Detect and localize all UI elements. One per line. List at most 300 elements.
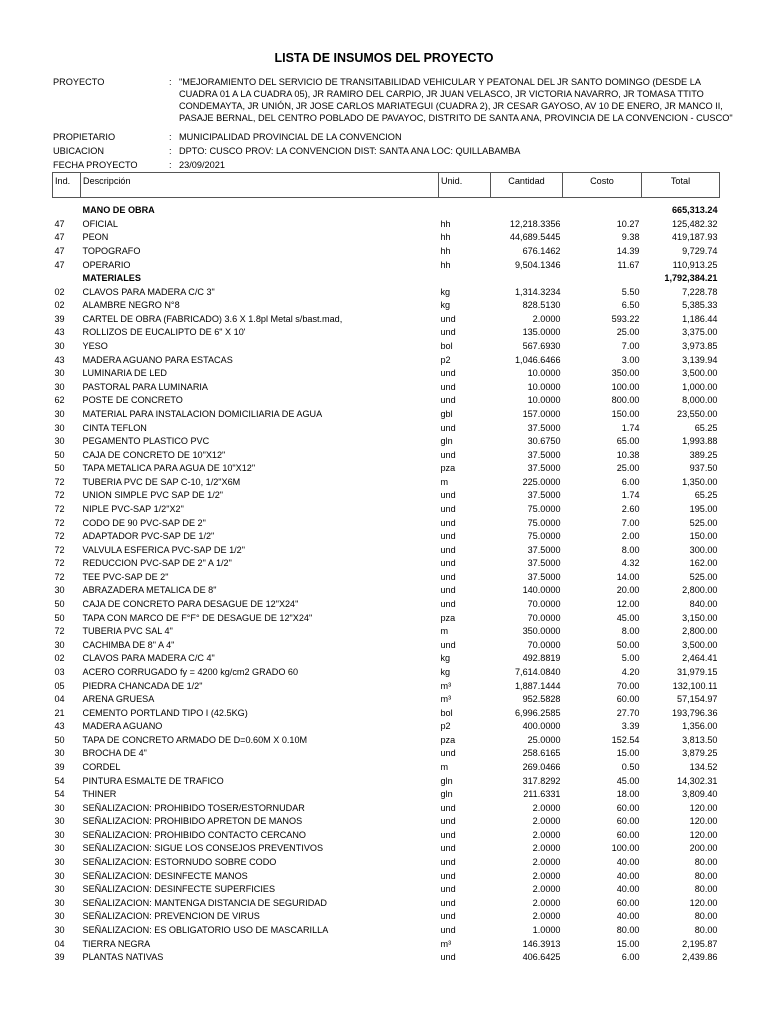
cell-ind: 30 xyxy=(54,897,65,908)
cell-ind: 50 xyxy=(54,734,65,745)
cell-unid: und xyxy=(440,381,456,392)
cell-total: 3,973.85 xyxy=(682,341,718,352)
cell-total: 5,385.33 xyxy=(682,300,718,311)
cell-descripcion: CODO DE 90 PVC-SAP DE 2" xyxy=(82,517,206,528)
cell-descripcion: ABRAZADERA METALICA DE 8" xyxy=(82,585,217,596)
header-ind: Ind. xyxy=(53,173,81,198)
cell-costo: 15.00 xyxy=(616,748,640,759)
cell-cantidad: 2.0000 xyxy=(532,313,561,324)
cell-ind: 30 xyxy=(54,422,65,433)
cell-descripcion: PINTURA ESMALTE DE TRAFICO xyxy=(82,775,224,786)
cell-ind: 39 xyxy=(54,761,65,772)
cell-cantidad: 157.0000 xyxy=(522,408,561,419)
cell-total: 80.00 xyxy=(694,924,718,935)
table-row xyxy=(53,557,720,571)
cell-total: 3,879.25 xyxy=(682,748,718,759)
cell-total: 65.25 xyxy=(694,422,718,433)
table-row xyxy=(53,476,720,490)
cell-unid: hh xyxy=(440,259,451,270)
cell-cantidad: 10.0000 xyxy=(527,368,561,379)
cell-ind: 47 xyxy=(54,232,65,243)
cell-ind: 43 xyxy=(54,721,65,732)
table-row xyxy=(53,896,720,910)
table-row xyxy=(53,747,720,761)
cell-costo: 45.00 xyxy=(616,612,640,623)
table-row xyxy=(53,258,720,272)
cell-ind: 30 xyxy=(54,341,65,352)
table-row xyxy=(53,326,720,340)
cell-ind: 72 xyxy=(54,626,65,637)
cell-unid: und xyxy=(440,884,456,895)
cell-ind: 02 xyxy=(54,286,65,297)
cell-total: 7,228.78 xyxy=(682,286,718,297)
group-name: MANO DE OBRA xyxy=(82,205,155,216)
cell-total: 125,482.32 xyxy=(671,218,718,229)
cell-descripcion: ARENA GRUESA xyxy=(82,694,155,705)
cell-total: 120.00 xyxy=(689,897,718,908)
cell-costo: 2.60 xyxy=(621,504,640,514)
cell-cantidad: 2.0000 xyxy=(532,816,561,827)
cell-ind: 05 xyxy=(54,680,65,691)
cell-descripcion: ACERO CORRUGADO fy = 4200 kg/cm2 GRADO 60 xyxy=(82,666,299,677)
cell-unid: und xyxy=(440,395,456,406)
cell-total: 300.00 xyxy=(689,544,718,555)
cell-unid: pza xyxy=(440,463,456,474)
cell-ind: 30 xyxy=(54,843,65,854)
cell-unid: und xyxy=(440,870,456,881)
cell-ind: 50 xyxy=(54,463,65,474)
group-name: MATERIALES xyxy=(82,273,141,284)
cell-unid: und xyxy=(440,368,456,379)
table-row xyxy=(53,788,720,802)
cell-costo: 25.00 xyxy=(616,463,640,474)
cell-cantidad: 146.3913 xyxy=(522,938,561,949)
cell-cantidad: 10.0000 xyxy=(527,395,561,406)
cell-cantidad: 70.0000 xyxy=(527,599,561,610)
cell-descripcion: SEÑALIZACION: PROHIBIDO APRETON DE MANOS xyxy=(82,816,303,827)
meta-colon: : xyxy=(169,160,172,170)
cell-unid: und xyxy=(440,829,456,840)
cell-descripcion: TUBERIA PVC DE SAP C-10, 1/2"X6M xyxy=(82,476,241,487)
cell-unid: m³ xyxy=(440,694,452,705)
table-row xyxy=(53,489,720,503)
cell-cantidad: 1,046.6466 xyxy=(514,354,561,365)
cell-costo: 350.00 xyxy=(611,368,640,379)
cell-total: 23,550.00 xyxy=(677,408,718,419)
cell-unid: und xyxy=(440,802,456,813)
cell-costo: 10.27 xyxy=(616,218,640,229)
cell-unid: p2 xyxy=(440,354,451,365)
table-row xyxy=(53,924,720,938)
cell-ind: 30 xyxy=(54,748,65,759)
cell-cantidad: 2.0000 xyxy=(532,843,561,854)
cell-ind: 43 xyxy=(54,354,65,365)
table-row xyxy=(53,543,720,557)
cell-costo: 70.00 xyxy=(616,680,640,691)
cell-descripcion: PEGAMENTO PLASTICO PVC xyxy=(82,436,210,447)
cell-total: 80.00 xyxy=(694,870,718,881)
cell-total: 2,464.41 xyxy=(682,653,718,664)
cell-costo: 7.00 xyxy=(621,517,640,528)
cell-costo: 3.00 xyxy=(621,354,640,365)
cell-unid: m³ xyxy=(440,938,452,949)
cell-costo: 4.20 xyxy=(621,666,640,677)
cell-ind: 02 xyxy=(54,653,65,664)
group-row xyxy=(53,204,720,218)
cell-unid: gln xyxy=(440,436,453,447)
cell-costo: 100.00 xyxy=(611,843,640,854)
cell-cantidad: 37.5000 xyxy=(527,449,561,460)
cell-unid: und xyxy=(440,924,456,935)
table-row xyxy=(53,231,720,245)
cell-descripcion: CAJA DE CONCRETO DE 10"X12" xyxy=(82,449,226,460)
meta-ubicacion-value: DPTO: CUSCO PROV: LA CONVENCION DIST: SANTA ANA LOC: QUILLABAMBA xyxy=(179,146,521,156)
cell-total: 80.00 xyxy=(694,884,718,895)
cell-descripcion: ALAMBRE NEGRO N°8 xyxy=(82,300,180,311)
table-row xyxy=(53,951,720,965)
cell-descripcion: SEÑALIZACION: ES OBLIGATORIO USO DE MASCARILLA xyxy=(82,924,329,935)
cell-cantidad: 1,314.3234 xyxy=(514,286,561,297)
cell-unid: hh xyxy=(440,232,451,243)
cell-cantidad: 2.0000 xyxy=(532,911,561,922)
cell-ind: 21 xyxy=(54,707,65,718)
cell-ind: 30 xyxy=(54,436,65,447)
cell-descripcion: PASTORAL PARA LUMINARIA xyxy=(82,381,208,392)
cell-total: 132,100.11 xyxy=(672,680,718,691)
cell-descripcion: TUBERIA PVC SAL 4" xyxy=(82,626,173,637)
cell-ind: 72 xyxy=(54,571,65,582)
cell-total: 120.00 xyxy=(689,802,718,813)
cell-ind: 54 xyxy=(54,775,65,786)
cell-ind: 30 xyxy=(54,381,65,392)
cell-descripcion: TAPA DE CONCRETO ARMADO DE D=0.60M X 0.10M xyxy=(82,734,308,745)
cell-ind: 04 xyxy=(54,694,65,705)
cell-costo: 60.00 xyxy=(616,694,640,705)
cell-descripcion: LUMINARIA DE LED xyxy=(82,368,167,379)
cell-descripcion: SEÑALIZACION: PREVENCION DE VIRUS xyxy=(82,911,260,922)
table-row xyxy=(53,353,720,367)
cell-costo: 40.00 xyxy=(616,911,640,922)
cell-unid: und xyxy=(440,599,456,610)
header-costo: Costo xyxy=(563,173,642,198)
cell-descripcion: BROCHA DE 4" xyxy=(82,748,147,759)
cell-unid: m xyxy=(440,626,449,637)
cell-costo: 14.39 xyxy=(616,246,640,257)
cell-cantidad: 9,504.1346 xyxy=(514,259,561,270)
table-row xyxy=(53,611,720,625)
cell-costo: 6.00 xyxy=(621,476,640,487)
cell-total: 65.25 xyxy=(694,490,718,501)
table-row xyxy=(53,720,720,734)
cell-cantidad: 10.0000 xyxy=(527,381,561,392)
cell-unid: kg xyxy=(440,666,451,677)
cell-ind: 30 xyxy=(54,911,65,922)
cell-unid: gln xyxy=(440,775,453,786)
cell-ind: 30 xyxy=(54,924,65,935)
table-row xyxy=(53,530,720,544)
cell-total: 3,500.00 xyxy=(682,368,718,379)
cell-total: 195.00 xyxy=(689,504,718,514)
cell-total: 200.00 xyxy=(689,843,718,854)
cell-ind: 39 xyxy=(54,952,65,963)
cell-unid: und xyxy=(440,449,456,460)
cell-unid: und xyxy=(440,531,456,542)
cell-descripcion: TIERRA NEGRA xyxy=(82,938,151,949)
cell-unid: und xyxy=(440,857,456,868)
cell-cantidad: 44,689.5445 xyxy=(509,232,561,243)
cell-total: 2,800.00 xyxy=(682,626,718,637)
cell-total: 150.00 xyxy=(689,531,718,542)
meta-fecha-value: 23/09/2021 xyxy=(179,160,225,170)
table-row xyxy=(53,408,720,422)
cell-total: 31,979.15 xyxy=(677,666,718,677)
cell-ind: 72 xyxy=(54,544,65,555)
cell-costo: 40.00 xyxy=(616,884,640,895)
header-unid: Unid. xyxy=(439,173,491,198)
table-row xyxy=(53,842,720,856)
cell-cantidad: 2.0000 xyxy=(532,802,561,813)
table-row xyxy=(53,883,720,897)
cell-descripcion: CAJA DE CONCRETO PARA DESAGUE DE 12"X24" xyxy=(82,599,299,610)
cell-costo: 15.00 xyxy=(616,938,640,949)
meta-ubicacion-label: UBICACION xyxy=(53,146,105,156)
cell-descripcion: TEE PVC-SAP DE 2" xyxy=(82,571,169,582)
cell-descripcion: MADERA AGUANO PARA ESTACAS xyxy=(82,354,233,365)
cell-costo: 6.50 xyxy=(621,300,640,311)
cell-costo: 593.22 xyxy=(611,313,640,324)
cell-cantidad: 37.5000 xyxy=(527,558,561,569)
cell-ind: 30 xyxy=(54,585,65,596)
cell-descripcion: UNION SIMPLE PVC SAP DE 1/2" xyxy=(82,490,224,501)
cell-cantidad: 37.5000 xyxy=(527,544,561,555)
cell-unid: bol xyxy=(440,341,453,352)
cell-total: 840.00 xyxy=(689,599,718,610)
cell-total: 80.00 xyxy=(694,857,718,868)
cell-total: 525.00 xyxy=(689,571,718,582)
cell-unid: und xyxy=(440,843,456,854)
cell-costo: 150.00 xyxy=(611,408,640,419)
cell-descripcion: NIPLE PVC-SAP 1/2"X2" xyxy=(82,504,184,514)
table-row xyxy=(53,381,720,395)
cell-unid: und xyxy=(440,748,456,759)
cell-descripcion: CEMENTO PORTLAND TIPO I (42.5KG) xyxy=(82,707,248,718)
cell-unid: und xyxy=(440,517,456,528)
cell-cantidad: 269.0466 xyxy=(522,761,561,772)
cell-descripcion: OPERARIO xyxy=(82,259,131,270)
insumos-table xyxy=(52,172,720,964)
cell-cantidad: 258.6165 xyxy=(522,748,561,759)
cell-ind: 30 xyxy=(54,802,65,813)
table-row xyxy=(53,421,720,435)
cell-cantidad: 2.0000 xyxy=(532,870,561,881)
header-cantidad: Cantidad xyxy=(491,173,563,198)
cell-ind: 30 xyxy=(54,829,65,840)
table-row xyxy=(53,448,720,462)
cell-total: 80.00 xyxy=(694,911,718,922)
cell-unid: und xyxy=(440,422,456,433)
cell-ind: 72 xyxy=(54,558,65,569)
cell-unid: kg xyxy=(440,653,451,664)
cell-unid: und xyxy=(440,897,456,908)
table-body xyxy=(53,198,720,965)
table-row xyxy=(53,394,720,408)
cell-descripcion: SEÑALIZACION: MANTENGA DISTANCIA DE SEGURIDAD xyxy=(82,897,327,908)
cell-descripcion: CARTEL DE OBRA (FABRICADO) 3.6 X 1.8pl Metal s/bast.mad, xyxy=(82,313,343,324)
cell-costo: 14.00 xyxy=(616,571,640,582)
table-row xyxy=(53,584,720,598)
cell-costo: 60.00 xyxy=(616,829,640,840)
cell-cantidad: 2.0000 xyxy=(532,829,561,840)
cell-descripcion: CINTA TEFLON xyxy=(82,422,147,433)
cell-costo: 800.00 xyxy=(611,395,640,406)
table-row xyxy=(53,598,720,612)
table-row xyxy=(53,937,720,951)
table-row xyxy=(53,815,720,829)
cell-cantidad: 12,218.3356 xyxy=(509,218,561,229)
cell-cantidad: 2.0000 xyxy=(532,897,561,908)
cell-descripcion: SEÑALIZACION: DESINFECTE SUPERFICIES xyxy=(82,884,276,895)
cell-ind: 72 xyxy=(54,504,65,514)
table-row xyxy=(53,639,720,653)
cell-total: 3,500.00 xyxy=(682,639,718,650)
cell-costo: 80.00 xyxy=(616,924,640,935)
cell-ind: 47 xyxy=(54,246,65,257)
cell-total: 1,350.00 xyxy=(682,476,718,487)
cell-descripcion: TAPA METALICA PARA AGUA DE 10"X12" xyxy=(82,463,256,474)
cell-costo: 6.00 xyxy=(621,952,640,963)
cell-ind: 43 xyxy=(54,327,65,338)
meta-proyecto-label: PROYECTO xyxy=(53,77,105,87)
header-total: Total xyxy=(642,173,720,198)
table-row xyxy=(53,367,720,381)
cell-unid: m xyxy=(440,761,449,772)
cell-ind: 47 xyxy=(54,218,65,229)
cell-unid: m³ xyxy=(440,680,452,691)
cell-costo: 0.50 xyxy=(621,761,640,772)
page-title: LISTA DE INSUMOS DEL PROYECTO xyxy=(274,51,494,65)
group-row xyxy=(53,272,720,286)
group-ind-cell xyxy=(53,204,81,218)
table-row xyxy=(53,285,720,299)
cell-descripcion: CORDEL xyxy=(82,761,121,772)
cell-total: 525.00 xyxy=(689,517,718,528)
table-row xyxy=(53,801,720,815)
cell-cantidad: 828.5130 xyxy=(522,300,561,311)
cell-descripcion: MATERIAL PARA INSTALACION DOMICILIARIA DE AGUA xyxy=(82,408,323,419)
cell-descripcion: YESO xyxy=(82,341,108,352)
cell-costo: 4.32 xyxy=(621,558,640,569)
cell-total: 2,195.87 xyxy=(682,938,718,949)
cell-unid: und xyxy=(440,544,456,555)
cell-costo: 60.00 xyxy=(616,802,640,813)
cell-costo: 40.00 xyxy=(616,857,640,868)
cell-descripcion: POSTE DE CONCRETO xyxy=(82,395,183,406)
cell-total: 120.00 xyxy=(689,829,718,840)
cell-costo: 5.00 xyxy=(621,653,640,664)
cell-total: 8,000.00 xyxy=(682,395,718,406)
cell-ind: 03 xyxy=(54,666,65,677)
table-row xyxy=(53,734,720,748)
cell-costo: 27.70 xyxy=(616,707,640,718)
cell-ind: 30 xyxy=(54,857,65,868)
table-row xyxy=(53,340,720,354)
cell-costo: 45.00 xyxy=(616,775,640,786)
cell-total: 3,139.94 xyxy=(682,354,718,365)
cell-costo: 60.00 xyxy=(616,897,640,908)
table-row xyxy=(53,679,720,693)
cell-unid: gln xyxy=(440,789,453,800)
cell-unid: und xyxy=(440,911,456,922)
cell-total: 2,800.00 xyxy=(682,585,718,596)
cell-cantidad: 135.0000 xyxy=(522,327,561,338)
cell-total: 1,186.44 xyxy=(682,313,718,324)
cell-ind: 30 xyxy=(54,408,65,419)
meta-colon: : xyxy=(169,146,172,156)
cell-costo: 12.00 xyxy=(616,599,640,610)
cell-cantidad: 75.0000 xyxy=(527,504,561,514)
cell-cantidad: 70.0000 xyxy=(527,612,561,623)
group-ind-cell xyxy=(53,272,81,286)
table-row xyxy=(53,652,720,666)
cell-descripcion: ROLLIZOS DE EUCALIPTO DE 6" X 10' xyxy=(82,327,246,338)
cell-total: 3,150.00 xyxy=(682,612,718,623)
meta-fecha-label: FECHA PROYECTO xyxy=(53,160,138,170)
table-header-row xyxy=(53,173,720,198)
cell-cantidad: 25.0000 xyxy=(527,734,561,745)
table-row xyxy=(53,856,720,870)
cell-costo: 8.00 xyxy=(621,544,640,555)
cell-ind: 50 xyxy=(54,612,65,623)
cell-ind: 50 xyxy=(54,449,65,460)
cell-cantidad: 1.0000 xyxy=(532,924,561,935)
table-row xyxy=(53,761,720,775)
cell-descripcion: PIEDRA CHANCADA DE 1/2" xyxy=(82,680,203,691)
meta-colon: : xyxy=(169,77,172,87)
cell-ind: 39 xyxy=(54,313,65,324)
cell-total: 110,913.25 xyxy=(672,259,718,270)
cell-cantidad: 6,996.2585 xyxy=(514,707,561,718)
cell-ind: 50 xyxy=(54,599,65,610)
table-row xyxy=(53,516,720,530)
cell-cantidad: 37.5000 xyxy=(527,490,561,501)
cell-cantidad: 37.5000 xyxy=(527,463,561,474)
cell-costo: 3.39 xyxy=(621,721,640,732)
cell-descripcion: SEÑALIZACION: PROHIBIDO CONTACTO CERCANO xyxy=(82,829,306,840)
cell-costo: 25.00 xyxy=(616,327,640,338)
cell-unid: gbl xyxy=(440,408,453,419)
cell-cantidad: 30.6750 xyxy=(527,436,561,447)
cell-total: 134.52 xyxy=(689,761,718,772)
cell-costo: 7.00 xyxy=(621,341,640,352)
table-row xyxy=(53,218,720,232)
meta-colon: : xyxy=(169,132,172,142)
cell-total: 3,813.50 xyxy=(682,734,718,745)
cell-cantidad: 567.6930 xyxy=(522,341,561,352)
cell-descripcion: REDUCCION PVC-SAP DE 2" A 1/2" xyxy=(82,558,232,569)
cell-ind: 30 xyxy=(54,368,65,379)
cell-cantidad: 70.0000 xyxy=(527,639,561,650)
cell-descripcion: MADERA AGUANO xyxy=(82,721,163,732)
table-row xyxy=(53,245,720,259)
meta-proyecto-value: "MEJORAMIENTO DEL SERVICIO DE TRANSITABILIDAD VEHICULAR Y PEATONAL DEL JR SANTO DOMINGO (DESDE LA CUADRA 01 A LA CUADRA 05), JR RAMIRO DEL CARPIO, JR JUAN VELASCO, JR VICTORIA NAVARRO, JR TOMASA TTITO CONDEMAYTA, JR UNIÓN, JR JOSE CARLOS MARIATEGUI (CUADRA 2), JR CESAR GAYOSO, AV 10 DE ENERO, JR MANCO II, PASAJE BERNAL, DEL CENTRO POBLADO DE PAVAYOC, DISTRITO DE SANTA ANA, PROVINCIA DE LA CONVENCION - CUSCO" xyxy=(179,77,733,123)
table-row xyxy=(53,869,720,883)
cell-descripcion: THINER xyxy=(82,789,117,800)
cell-ind: 72 xyxy=(54,531,65,542)
cell-cantidad: 2.0000 xyxy=(532,857,561,868)
cell-ind: 30 xyxy=(54,639,65,650)
cell-descripcion: VALVULA ESFERICA PVC-SAP DE 1/2" xyxy=(82,544,245,555)
cell-cantidad: 225.0000 xyxy=(522,476,561,487)
